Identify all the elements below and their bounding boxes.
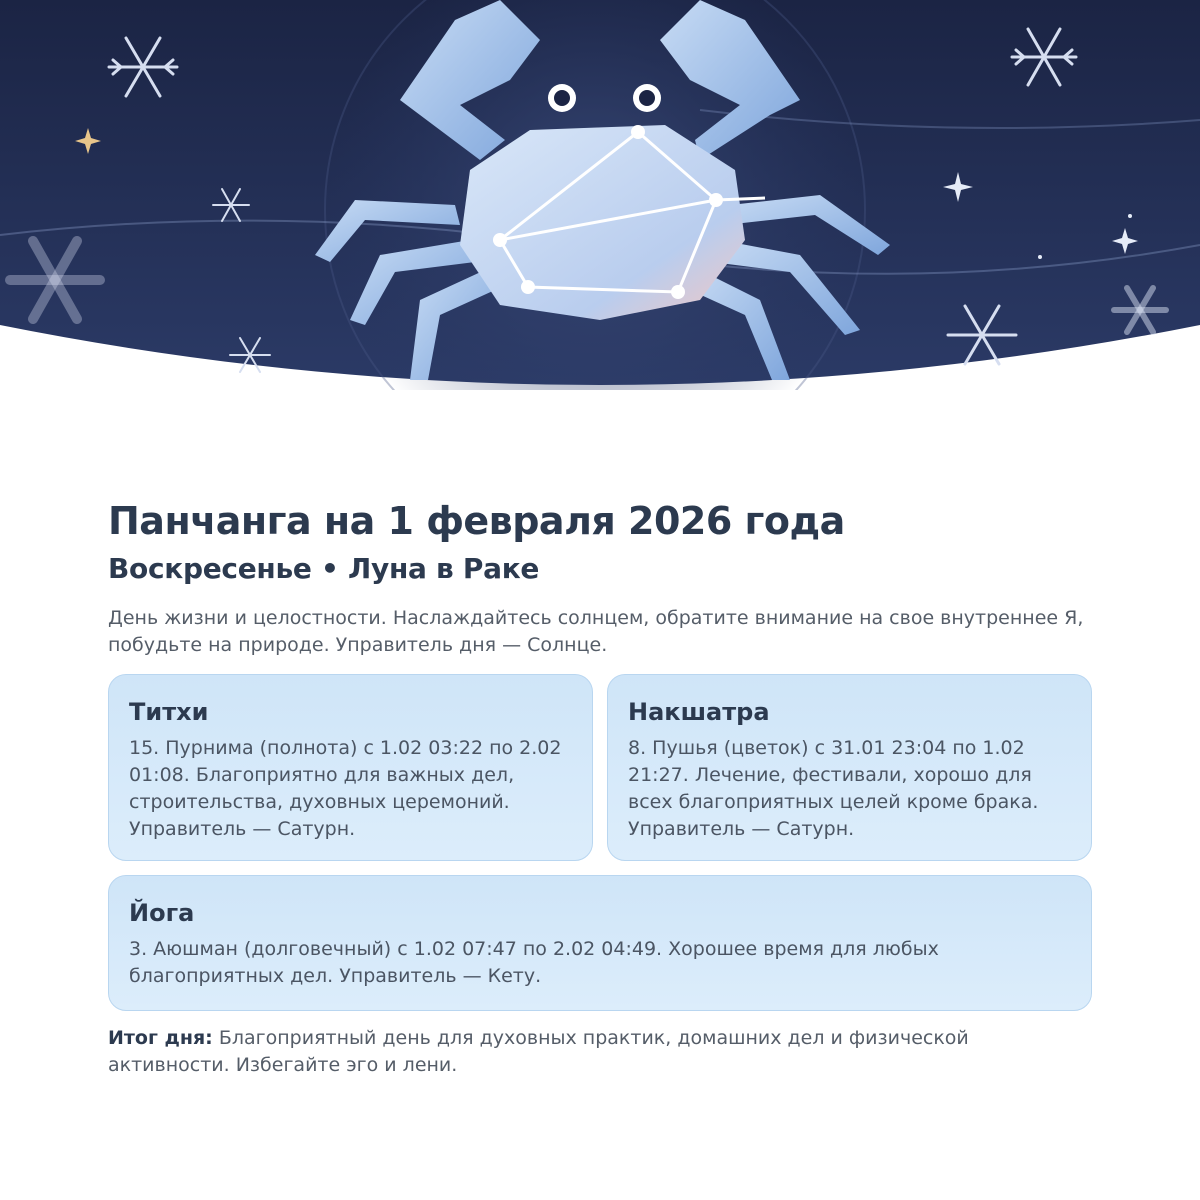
yoga-card	[108, 875, 1092, 1011]
crab-constellation-icon	[0, 0, 1200, 390]
summary-label: Итог дня:	[108, 1027, 213, 1049]
page-title: Панчанга на 1 февраля 2026 года	[108, 499, 845, 543]
yoga-title: Йога	[129, 899, 195, 927]
summary-text: Благоприятный день для духовных практик, домашних дел и физической активности. Избегайте эго и лени.	[108, 1027, 969, 1076]
tithi-card	[108, 674, 593, 861]
page-subtitle: Воскресенье • Луна в Раке	[108, 552, 540, 585]
yoga-text: 3. Аюшман (долговечный) с 1.02 07:47 по 2.02 04:49. Хорошее время для любых благоприятных дел. Управитель — Кету.	[129, 938, 939, 987]
tithi-title: Титхи	[129, 698, 209, 726]
intro-text: День жизни и целостности. Наслаждайтесь солнцем, обратите внимание на свое внутреннее Я, побудьте на природе. Управитель дня — Солнце.	[108, 607, 1084, 656]
hero-banner	[0, 0, 1200, 390]
tithi-text: 15. Пурнима (полнота) с 1.02 03:22 по 2.02 01:08. Благоприятно для важных дел, строительства, духовных церемоний. Управитель — Сатурн.	[129, 737, 562, 840]
nakshatra-title: Накшатра	[628, 698, 770, 726]
main-content	[108, 495, 1092, 1079]
nakshatra-text: 8. Пушья (цветок) с 31.01 23:04 по 1.02 21:27. Лечение, фестивали, хорошо для всех благоприятных целей кроме брака. Управитель — Сатурн.	[628, 737, 1039, 840]
nakshatra-card	[607, 674, 1092, 861]
day-summary	[108, 1025, 1092, 1079]
cards-row	[108, 674, 1092, 861]
